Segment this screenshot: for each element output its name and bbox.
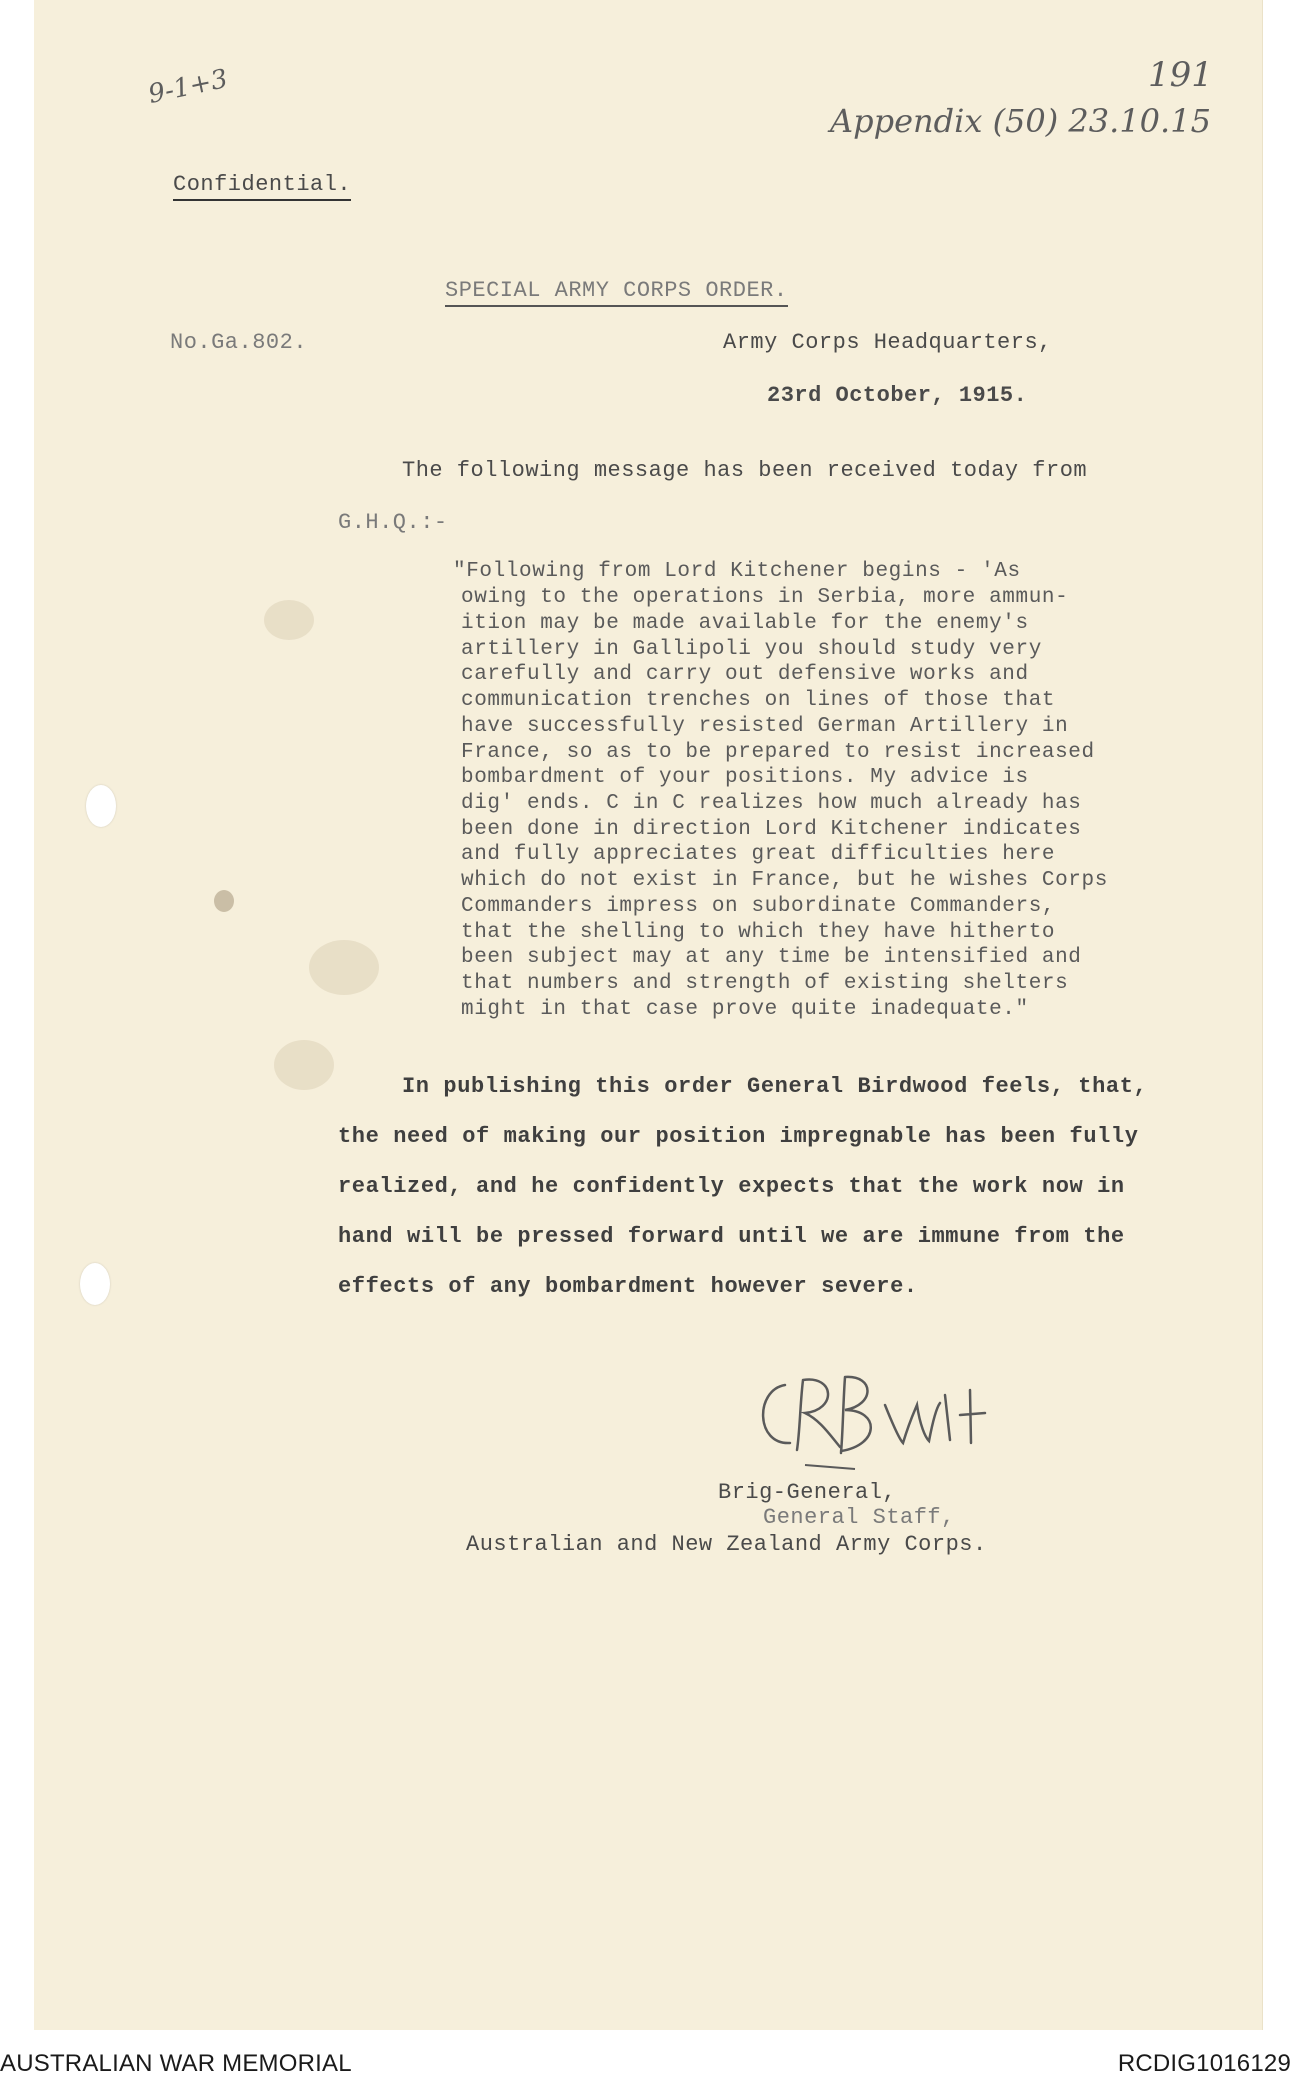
classification-label: Confidential. [173, 172, 351, 201]
source-credit: AUSTRALIAN WAR MEMORIAL [0, 2050, 352, 2077]
stain-mark [264, 600, 314, 640]
body-line: effects of any bombardment however severe. [338, 1274, 918, 1299]
signatory-unit: Australian and New Zealand Army Corps. [466, 1532, 987, 1557]
record-id: RCDIG1016129 [1117, 2050, 1291, 2077]
quote-line: have successfully resisted German Artillery in [461, 715, 1069, 738]
handwritten-signature [745, 1365, 995, 1475]
annotation-top-left: 9-1+3 [145, 63, 231, 111]
annotation-appendix: Appendix (50) 23.10.15 [830, 102, 1211, 140]
quote-line: and fully appreciates great difficulties here [461, 843, 1056, 866]
quote-line: artillery in Gallipoli you should study very [461, 638, 1042, 661]
quote-line: bombardment of your positions. My advice is [461, 766, 1029, 789]
quote-line: "Following from Lord Kitchener begins - 'As [453, 560, 1021, 583]
body-line: the need of making our position impregnable has been fully [338, 1124, 1139, 1149]
quote-line: might in that case prove quite inadequate." [461, 998, 1029, 1021]
quote-line: dig' ends. C in C realizes how much already has [461, 792, 1082, 815]
quote-line: France, so as to be prepared to resist increased [461, 741, 1095, 764]
body-line: realized, and he confidently expects that the work now in [338, 1174, 1125, 1199]
intro-line-2: G.H.Q.:- [338, 510, 448, 535]
quote-line: owing to the operations in Serbia, more ammun- [461, 586, 1069, 609]
quote-line: that the shelling to which they have hitherto [461, 921, 1056, 944]
signatory-rank: Brig-General, [718, 1480, 897, 1505]
intro-line-1: The following message has been received today from [402, 458, 1088, 483]
quote-line: communication trenches on lines of those that [461, 689, 1056, 712]
quote-line: carefully and carry out defensive works and [461, 663, 1029, 686]
quote-line: that numbers and strength of existing shelters [461, 972, 1069, 995]
quote-line: Commanders impress on subordinate Commanders, [461, 895, 1056, 918]
stain-mark [214, 890, 234, 912]
punch-hole [80, 1263, 110, 1305]
order-title: SPECIAL ARMY CORPS ORDER. [445, 278, 788, 307]
quote-line: been subject may at any time be intensified and [461, 946, 1082, 969]
order-date: 23rd October, 1915. [767, 383, 1028, 408]
hq-location: Army Corps Headquarters, [723, 330, 1052, 355]
quote-line: been done in direction Lord Kitchener indicates [461, 818, 1082, 841]
stain-mark [274, 1040, 334, 1090]
annotation-page-number: 191 [1148, 55, 1213, 95]
order-number: No.Ga.802. [170, 330, 308, 355]
body-line: In publishing this order General Birdwood feels, that, [402, 1074, 1148, 1099]
quote-line: ition may be made available for the enemy's [461, 612, 1029, 635]
body-line: hand will be pressed forward until we are immune from the [338, 1224, 1125, 1249]
quote-line: which do not exist in France, but he wishes Corps [461, 869, 1108, 892]
signatory-staff: General Staff, [763, 1505, 955, 1530]
stain-mark [309, 940, 379, 995]
punch-hole [86, 785, 116, 827]
